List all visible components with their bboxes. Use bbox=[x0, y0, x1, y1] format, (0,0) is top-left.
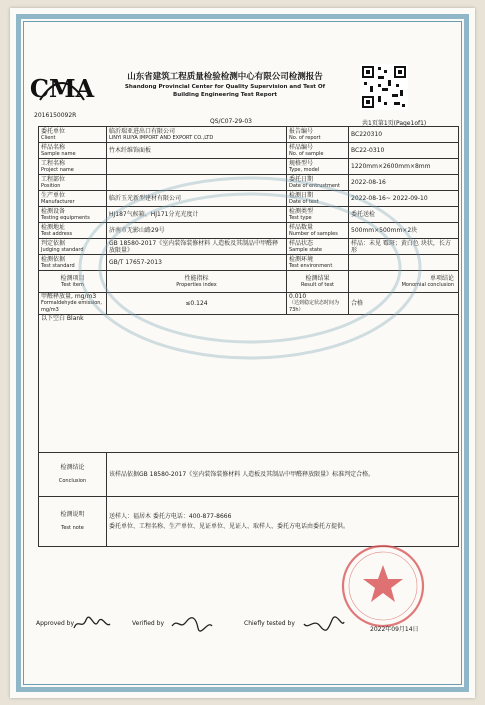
field-label-cn: 检测环境 bbox=[289, 255, 314, 263]
report-code: QS/C07-29-03 bbox=[210, 118, 252, 125]
header-concl-cn: 单项结论 bbox=[429, 274, 454, 282]
field-label-en: Test type bbox=[289, 214, 312, 221]
header-item-en: Test item bbox=[61, 281, 84, 288]
result-item-en: Formaldehyde emission, mg/m3 bbox=[41, 300, 103, 313]
field-label-cn: 样品编号 bbox=[289, 143, 314, 151]
report-title-cn: 山东省建筑工程质量检验检测中心有限公司检测报告 bbox=[127, 72, 323, 82]
field-value: GB 18580-2017《室内装饰装修材料 人造板及其制品中甲醛释放限量》 bbox=[109, 239, 279, 254]
field-label-cn: 报告编号 bbox=[289, 127, 314, 135]
field-label-cn: 样品名称 bbox=[41, 143, 66, 151]
info-row bbox=[39, 159, 459, 175]
blank-text: 以下空白 Blank bbox=[41, 315, 84, 322]
conclusion-label-cn: 检测结论 bbox=[60, 464, 85, 471]
info-row bbox=[39, 143, 459, 159]
info-row bbox=[39, 207, 459, 223]
field-label-en: Position bbox=[41, 182, 61, 189]
field-label-cn: 判定依据 bbox=[41, 239, 66, 247]
field-label-cn: 样品状态 bbox=[289, 239, 314, 247]
info-row bbox=[39, 223, 459, 239]
field-label-en: Number of samples bbox=[289, 230, 338, 237]
field-label-cn: 工程部位 bbox=[41, 175, 66, 183]
result-value: 0.010 bbox=[289, 293, 307, 300]
page-info: 共1页第1页(Page1of1) bbox=[362, 120, 427, 127]
info-row bbox=[39, 175, 459, 191]
verifier-signature-icon bbox=[170, 616, 214, 632]
report-title-en-2: Building Engineering Test Report bbox=[172, 92, 278, 98]
report-title-en-1: Shandong Provincial Center for Quality Supervision and Test Of bbox=[124, 84, 326, 90]
result-conclusion: 合格 bbox=[349, 293, 459, 315]
header-index-cn: 性能指标 bbox=[184, 274, 209, 282]
report-table bbox=[38, 126, 459, 547]
info-row bbox=[39, 191, 459, 207]
info-row bbox=[39, 239, 459, 255]
result-index: ≤0.124 bbox=[107, 293, 287, 315]
report-date: 2022年09月14日 bbox=[370, 626, 419, 633]
results-header-row bbox=[39, 271, 459, 293]
cma-logo-icon bbox=[29, 70, 95, 106]
field-value: 委托送检 bbox=[349, 207, 459, 223]
field-label-en: Type, model bbox=[289, 166, 320, 173]
field-label-cn: 工程名称 bbox=[41, 159, 66, 167]
info-row bbox=[39, 255, 459, 271]
field-value: GB/T 17657-2013 bbox=[109, 259, 162, 266]
field-label-en: Project name bbox=[41, 166, 74, 173]
field-value: 竹木纤维饰面板 bbox=[109, 147, 152, 154]
field-value: 1220mm×2600mm×8mm bbox=[349, 159, 459, 175]
field-value: BC22-0310 bbox=[349, 143, 459, 159]
conclusion-row bbox=[39, 453, 459, 497]
svg-text:CMA: CMA bbox=[29, 74, 95, 103]
report-page bbox=[10, 8, 475, 698]
field-value-en: LINYI RUIYA IMPORT AND EXPORT CO.,LTD bbox=[109, 134, 214, 141]
note-line-2: 委托单位、工程名称、生产单位、见证单位、见证人、取样人、委托方电话由委托方提供。 bbox=[109, 522, 350, 530]
result-note: （达到稳定状态时间为73h） bbox=[289, 300, 340, 313]
field-label-en: Testing equipments bbox=[41, 214, 90, 221]
field-label-cn: 委托日期 bbox=[289, 175, 314, 183]
conclusion-text: 该样品依据GB 18580-2017《室内装饰装修材料 人造板及其制品中甲醛释放限量》标准判定合格。 bbox=[107, 453, 459, 497]
header-result-cn: 检测结果 bbox=[305, 274, 330, 282]
field-label-en: Manufacturer bbox=[41, 198, 75, 205]
field-label-cn: 检测类型 bbox=[289, 207, 314, 215]
field-label-en: Judging standard bbox=[41, 246, 84, 253]
header-concl-en: Monomial conclusion bbox=[401, 281, 454, 288]
field-label-cn: 规格型号 bbox=[289, 159, 314, 167]
field-label-cn: 委托单位 bbox=[41, 127, 66, 135]
field-label-cn: 检测依据 bbox=[41, 255, 66, 263]
official-seal-icon bbox=[340, 543, 426, 629]
header-index-en: Properties index bbox=[176, 281, 217, 288]
field-value: 2022-08-16 bbox=[349, 175, 459, 191]
field-value: 临沂玉光新型建材有限公司 bbox=[109, 195, 182, 202]
header-item-cn: 检测项目 bbox=[60, 274, 85, 282]
note-label-cn: 检测说明 bbox=[60, 511, 85, 518]
field-label-en: Date of entrustment bbox=[289, 182, 341, 189]
field-label-cn: 检测地址 bbox=[41, 223, 66, 231]
conclusion-label-en: Conclusion bbox=[58, 478, 87, 484]
field-value: 临沂瑞亚进出口有限公司 bbox=[109, 127, 176, 135]
field-label-en: Sample state bbox=[289, 246, 323, 253]
approver-signature-icon bbox=[72, 616, 112, 632]
field-label-en: Test environment bbox=[289, 262, 333, 269]
field-value: 2022-08-16~ 2022-09-10 bbox=[349, 191, 459, 207]
field-value: HJ187气候箱、HJ171分光光度计 bbox=[109, 211, 199, 218]
field-label-en: Test standard bbox=[41, 262, 75, 269]
result-row bbox=[39, 293, 459, 315]
field-label-cn: 检测日期 bbox=[289, 191, 314, 199]
field-label-en: No. of sample bbox=[289, 150, 324, 157]
field-label-en: Date of test bbox=[289, 198, 319, 205]
field-label-cn: 样品数量 bbox=[289, 223, 314, 231]
header-result-en: Result of test bbox=[300, 281, 335, 288]
verified-by-label: Verified by bbox=[132, 620, 165, 627]
cma-number: 2016150092R bbox=[34, 112, 77, 119]
field-value: 济南市无影山路29号 bbox=[109, 227, 165, 234]
field-label-cn: 生产单位 bbox=[41, 191, 66, 199]
field-value: BC220310 bbox=[349, 127, 459, 143]
blank-area bbox=[39, 315, 459, 453]
field-value bbox=[349, 255, 459, 271]
result-item-cn: 甲醛释放量, mg/m3 bbox=[41, 293, 97, 300]
note-label-en: Test note bbox=[61, 525, 84, 531]
field-label-en: Test address bbox=[41, 230, 73, 237]
note-line-1: 送样人：福居木 委托方电话：400-877-8666 bbox=[109, 512, 232, 520]
note-row bbox=[39, 497, 459, 547]
chiefly-tested-by-label: Chiefly tested by bbox=[244, 620, 295, 627]
qr-code-icon bbox=[360, 64, 408, 110]
tester-signature-icon bbox=[302, 616, 346, 632]
info-row bbox=[39, 127, 459, 143]
field-label-en: No. of report bbox=[289, 134, 321, 141]
field-label-cn: 检测设备 bbox=[41, 207, 66, 215]
field-label-en: Sample name bbox=[41, 150, 76, 157]
approved-by-label: Approved by bbox=[36, 620, 75, 627]
field-value: 样品：未见 霉斑；黄白色 块状，长方形 bbox=[349, 239, 459, 255]
field-label-en: Client bbox=[41, 134, 56, 141]
field-value: 500mm×500mm×2块 bbox=[349, 223, 459, 239]
